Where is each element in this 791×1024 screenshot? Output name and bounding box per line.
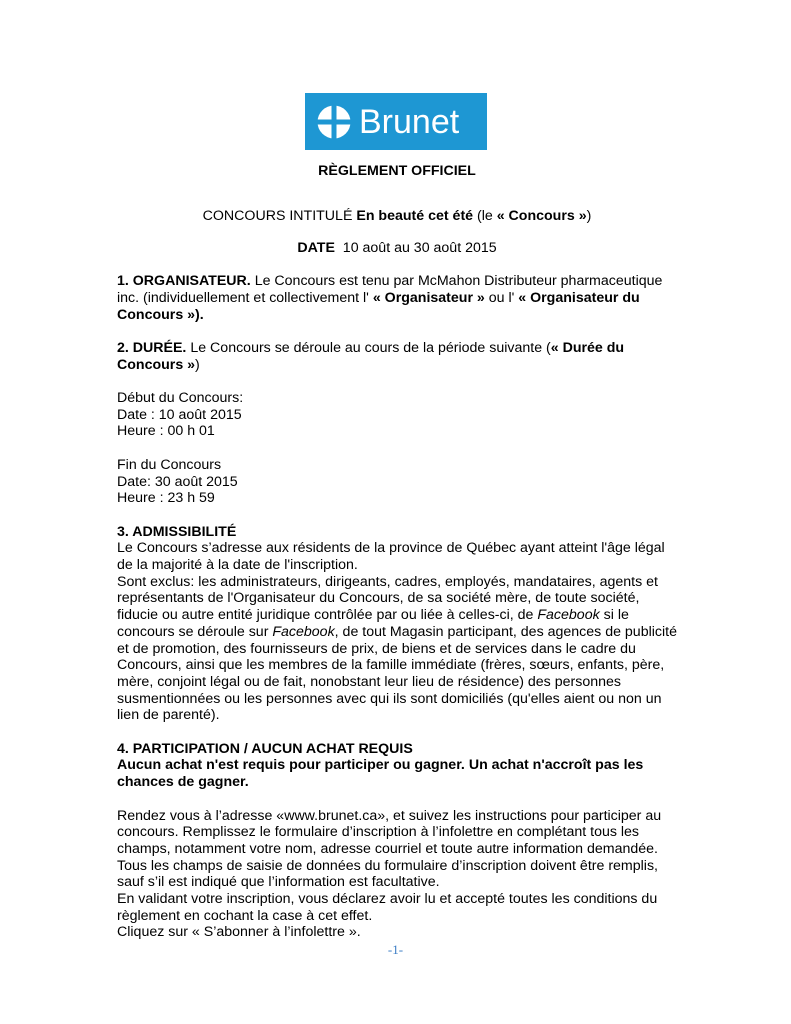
date-line: DATE 10 août au 30 août 2015 bbox=[297, 240, 497, 257]
start-date: Date : 10 août 2015 bbox=[117, 406, 242, 423]
end-time: Heure : 23 h 59 bbox=[117, 490, 215, 507]
section-participation-heading: 4. PARTICIPATION / AUCUN ACHAT REQUIS bbox=[117, 740, 413, 757]
contest-line: CONCOURS INTITULÉ En beauté cet été (le « Concours ») bbox=[202, 207, 592, 224]
exclusions-paragraph: Sont exclus: les administrateurs, dirigeants, cadres, employés, mandataires, agents et représentants de l'Organisateur du Concours, de sa société mère, de toute société, fiducie ou autre entité juridique contrôlée par ou liée à celles-ci, de Facebook si le concours se déroule sur Facebook, de tout Magasin participant, des agences de publicité et de promotion, des fournisseurs de prix, de biens et de services dans le cadre du Concours, ainsi que les membres de la famille immédiate (frères, sœurs, enfants, père, mère, conjoint légal ou de fait, nonobstant leur lieu de résidence) des personnes susmentionnées ou les personnes avec qui ils sont domiciliés (qu'elles aient ou non un lien de parenté). bbox=[117, 573, 677, 724]
participation-paragraph-3: En validant votre inscription, vous déclarez avoir lu et accepté toutes les conditions du règlement en cochant la case à cet effet. bbox=[117, 891, 658, 924]
document-body bbox=[117, 163, 677, 941]
start-time: Heure : 00 h 01 bbox=[117, 423, 215, 440]
section-duree: 2. DURÉE. Le Concours se déroule au cours de la période suivante (« Durée du Concours ») bbox=[117, 339, 625, 373]
participation-paragraph-2: Tous les champs de saisie de données du formulaire d’inscription doivent être remplis, sauf s’il est indiqué que l’information est facultative. bbox=[117, 857, 658, 891]
logo-text: Brunet bbox=[359, 102, 460, 141]
end-label: Fin du Concours bbox=[117, 456, 222, 473]
page-number: -1- bbox=[387, 942, 404, 957]
start-label: Début du Concours: bbox=[117, 390, 244, 406]
page-title: RÈGLEMENT OFFICIEL bbox=[318, 163, 476, 179]
section-organisateur: 1. ORGANISATEUR. Le Concours est tenu par McMahon Distributeur pharmaceutique inc. (individuellement et collectivement l' « Organisateur » ou l' « Organisateur du Concours »). bbox=[117, 273, 663, 323]
section-admissibilite-heading: 3. ADMISSIBILITÉ bbox=[117, 523, 237, 540]
end-date: Date: 30 août 2015 bbox=[117, 473, 238, 490]
no-purchase-notice: Aucun achat n'est requis pour participer ou gagner. Un achat n'accroît pas les chances de gagner. bbox=[117, 757, 644, 791]
brunet-logo bbox=[305, 93, 487, 150]
participation-paragraph-4: Cliquez sur « S’abonner à l’infolettre ». bbox=[117, 924, 361, 941]
participation-paragraph-1: Rendez vous à l’adresse «www.brunet.ca», et suivez les instructions pour participer au concours. Remplissez le formulaire d’inscription à l’infolettre en complétant tous les champs, notamment votre nom, adresse courriel et toute autre information demandée. bbox=[117, 807, 662, 857]
cross-circle-icon bbox=[317, 105, 351, 139]
admissibilite-paragraph: Le Concours s’adresse aux résidents de la province de Québec ayant atteint l'âge légal de la majorité à la date de l'inscription. bbox=[117, 540, 665, 573]
